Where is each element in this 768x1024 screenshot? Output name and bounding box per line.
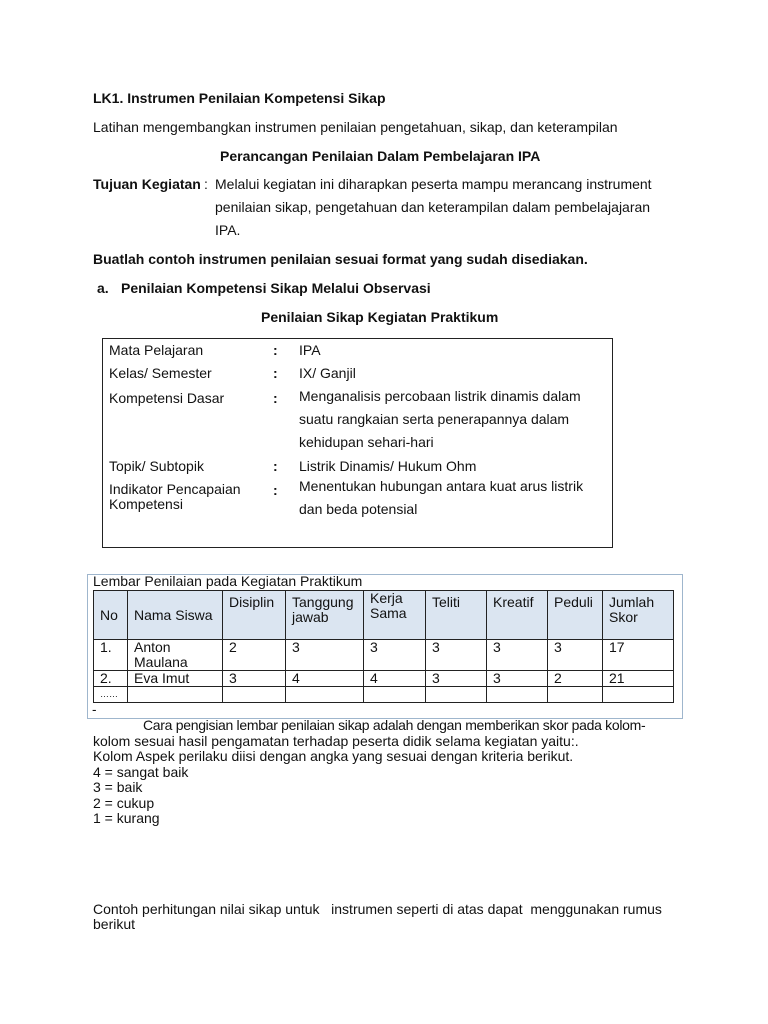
- criteria-item: 1 = kurang: [93, 810, 160, 826]
- instruction-text: Buatlah contoh instrumen penilaian sesuai format yang sudah disediakan.: [93, 251, 588, 267]
- cell-teliti: 3: [426, 671, 487, 687]
- column-header-teliti: Teliti: [426, 591, 487, 640]
- goal-line: penilaian sikap, pengetahuan dan keterampilan dalam pembelajajaran: [215, 199, 651, 215]
- closing-line: Contoh perhitungan nilai sikap untuk instrumen seperti di atas dapat menggunakan rumus: [93, 901, 662, 917]
- identity-box: [102, 338, 613, 548]
- identity-colon: :: [273, 458, 278, 474]
- identity-value: dan beda potensial: [299, 501, 418, 517]
- cell-disiplin: 3: [223, 671, 286, 687]
- table-header-row: [94, 591, 674, 640]
- column-header-peduli: Peduli: [548, 591, 603, 640]
- identity-value: IPA: [299, 342, 321, 358]
- cell-disiplin: 2: [223, 640, 286, 671]
- identity-colon: :: [273, 365, 278, 381]
- intro-text: Latihan mengembangkan instrumen penilaian pengetahuan, sikap, dan keterampilan: [93, 119, 618, 135]
- identity-label: Kompetensi Dasar: [109, 390, 225, 406]
- identity-value: kehidupan sehari-hari: [299, 434, 434, 450]
- criteria-item: 2 = cukup: [93, 795, 155, 811]
- score-sheet-title: Lembar Penilaian pada Kegiatan Praktikum: [93, 573, 363, 589]
- cell-tanggung-jawab: [286, 687, 364, 703]
- column-header-disiplin: Disiplin: [223, 591, 286, 640]
- column-header-name: Nama Siswa: [128, 591, 223, 640]
- column-header-no: No: [94, 591, 128, 640]
- cell-kreatif: 3: [487, 671, 548, 687]
- table-row: [94, 640, 674, 671]
- table-dash: -: [92, 702, 97, 717]
- cell-kerja-sama: 3: [364, 640, 426, 671]
- cell-no: 2.: [94, 671, 128, 687]
- column-header-jumlah-skor: Jumlah Skor: [603, 591, 674, 640]
- explanation-line: kolom sesuai hasil pengamatan terhadap peserta didik selama kegiatan yaitu:.: [93, 733, 579, 749]
- cell-teliti: [426, 687, 487, 703]
- identity-value: Listrik Dinamis/ Hukum Ohm: [299, 458, 477, 474]
- identity-label: Kompetensi: [109, 496, 183, 512]
- identity-label: Indikator Pencapaian: [109, 481, 241, 497]
- explanation-line: Cara pengisian lembar penilaian sikap adalah dengan memberikan skor pada kolom-: [143, 717, 646, 733]
- goal-line: Melalui kegiatan ini diharapkan peserta mampu merancang instrument: [215, 176, 652, 192]
- cell-no: 1.: [94, 640, 128, 671]
- section-title: Perancangan Penilaian Dalam Pembelajaran IPA: [220, 148, 541, 164]
- column-header-tanggung-jawab: Tanggung jawab: [286, 591, 364, 640]
- cell-kreatif: 3: [487, 640, 548, 671]
- cell-teliti: 3: [426, 640, 487, 671]
- subsection-marker: a.: [97, 280, 109, 296]
- goal-line: IPA.: [215, 222, 241, 238]
- explanation-line: Kolom Aspek perilaku diisi dengan angka yang sesuai dengan kriteria berikut.: [93, 748, 574, 764]
- column-header-kreatif: Kreatif: [487, 591, 548, 640]
- cell-peduli: [548, 687, 603, 703]
- cell-kerja-sama: [364, 687, 426, 703]
- document-heading: LK1. Instrumen Penilaian Kompetensi Sikap: [93, 90, 386, 106]
- cell-kreatif: [487, 687, 548, 703]
- subsection-title: Penilaian Kompetensi Sikap Melalui Observasi: [121, 280, 431, 296]
- closing-line: berikut: [93, 916, 136, 932]
- cell-tanggung-jawab: 3: [286, 640, 364, 671]
- cell-kerja-sama: 4: [364, 671, 426, 687]
- cell-tanggung-jawab: 4: [286, 671, 364, 687]
- identity-label: Kelas/ Semester: [109, 365, 212, 381]
- cell-jumlah: 21: [603, 671, 674, 687]
- cell-jumlah: [603, 687, 674, 703]
- identity-value: suatu rangkaian serta penerapannya dalam: [299, 411, 570, 427]
- identity-value: Menentukan hubungan antara kuat arus listrik: [299, 478, 584, 494]
- table-title: Penilaian Sikap Kegiatan Praktikum: [261, 309, 499, 325]
- identity-colon: :: [273, 390, 278, 406]
- identity-label: Mata Pelajaran: [109, 342, 204, 358]
- goal-colon: :: [204, 176, 208, 192]
- cell-name: Anton Maulana: [128, 640, 223, 671]
- cell-no: ……: [94, 687, 128, 703]
- identity-label: Topik/ Subtopik: [109, 458, 204, 474]
- table-row: [94, 671, 674, 687]
- criteria-item: 4 = sangat baik: [93, 764, 189, 780]
- cell-jumlah: 17: [603, 640, 674, 671]
- cell-name: Eva Imut: [128, 671, 223, 687]
- identity-colon: :: [273, 342, 278, 358]
- table-row: [94, 687, 674, 703]
- identity-colon: :: [273, 482, 278, 498]
- identity-value: Menganalisis percobaan listrik dinamis dalam: [299, 388, 581, 404]
- column-header-kerja-sama: Kerja Sama: [364, 591, 426, 640]
- criteria-item: 3 = baik: [93, 779, 143, 795]
- identity-value: IX/ Ganjil: [299, 365, 356, 381]
- cell-disiplin: [223, 687, 286, 703]
- score-table: [93, 590, 674, 703]
- goal-label: Tujuan Kegiatan: [93, 176, 201, 192]
- cell-peduli: 3: [548, 640, 603, 671]
- cell-peduli: 2: [548, 671, 603, 687]
- cell-name: [128, 687, 223, 703]
